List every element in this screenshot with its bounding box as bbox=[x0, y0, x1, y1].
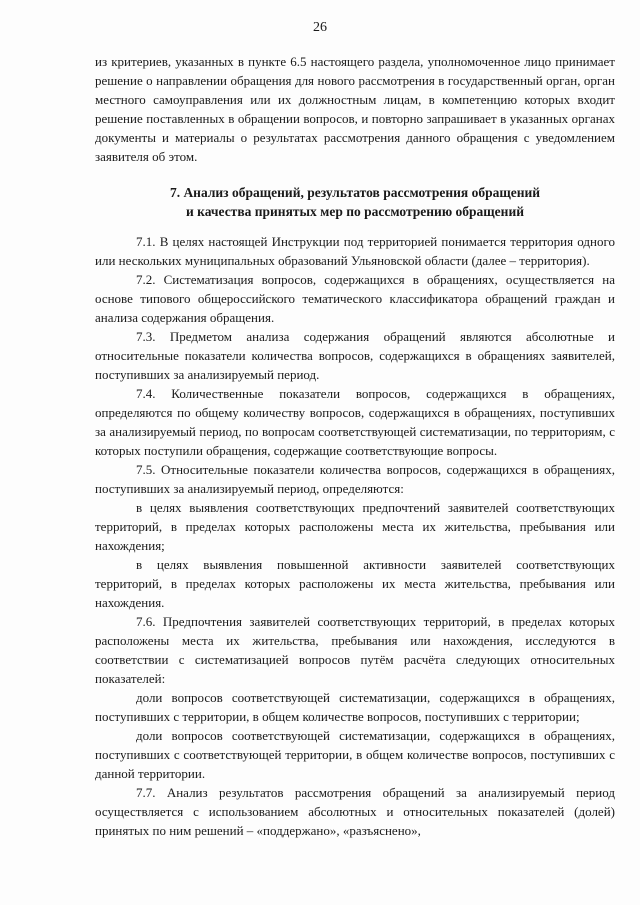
paragraph-7-2: 7.2. Систематизация вопросов, содержащихся в обращениях, осуществляется на основе типового общероссийского тематического классификатора обращений граждан и анализа содержания обращения. bbox=[95, 272, 615, 325]
paragraph-7-6-item-1: доли вопросов соответствующей систематизации, содержащихся в обращениях, поступивших с территории, в общем количестве вопросов, поступивших с территории; bbox=[95, 690, 615, 724]
paragraph-7-3: 7.3. Предметом анализа содержания обращений являются абсолютные и относительные показатели количества вопросов, содержащихся в обращениях заявителей, поступивших за анализируемый период. bbox=[95, 329, 615, 382]
intro-paragraph: из критериев, указанных в пункте 6.5 настоящего раздела, уполномоченное лицо принимает решение о направлении обращения для нового рассмотрения в государственный орган, орган местного самоуправления или их должностным лицам, в компетенцию которых входит решение поставленных в обращении вопросов, и повторно запрашивает в указанных органах документы и материалы о результатах рассмотрения данного обращения с уведомлением заявителя об этом. bbox=[95, 54, 615, 164]
paragraph-7-1: 7.1. В целях настоящей Инструкции под территорией понимается территория одного или нескольких муниципальных образований Ульяновской области (далее – территория). bbox=[95, 234, 615, 268]
paragraph-7-5-item-2: в целях выявления повышенной активности заявителей соответствующих территорий, в пределах которых расположены их места жительства, пребывания или нахождения. bbox=[95, 557, 615, 610]
paragraph-7-6-item-2: доли вопросов соответствующей систематизации, содержащихся в обращениях, поступивших с соответствующей территории, в общем количестве вопросов, поступивших с данной территории. bbox=[95, 728, 615, 781]
paragraph-7-6: 7.6. Предпочтения заявителей соответствующих территорий, в пределах которых расположены места их жительства, пребывания или нахождения, исследуются в соответствии с систематизацией вопросов путём расчёта следующих относительных показателей: bbox=[95, 614, 615, 686]
page-content bbox=[95, 52, 615, 840]
section-heading bbox=[95, 183, 615, 221]
section-title-line-2: и качества принятых мер по рассмотрению обращений bbox=[185, 204, 525, 219]
paragraph-7-5-item-1: в целях выявления соответствующих предпочтений заявителей соответствующих территорий, в пределах которых расположены места их жительства, пребывания или нахождения; bbox=[95, 500, 615, 553]
paragraph-7-4: 7.4. Количественные показатели вопросов, содержащихся в обращениях, определяются по общему количеству вопросов, содержащихся в обращениях, поступивших за анализируемый период, по вопросам соответствующей систематизации, по территориям, с которых поступили обращения, содержащие соответствующие вопросы. bbox=[95, 386, 615, 458]
page-number: 26 bbox=[313, 20, 327, 35]
section-title-line-1: 7. Анализ обращений, результатов рассмотрения обращений bbox=[169, 185, 541, 200]
paragraph-7-7: 7.7. Анализ результатов рассмотрения обращений за анализируемый период осуществляется с использованием абсолютных и относительных показателей (долей) принятых по ним решений – «поддержано», «разъяснено», bbox=[95, 785, 615, 838]
paragraph-7-5: 7.5. Относительные показатели количества вопросов, содержащихся в обращениях, поступивших за анализируемый период, определяются: bbox=[95, 462, 615, 496]
